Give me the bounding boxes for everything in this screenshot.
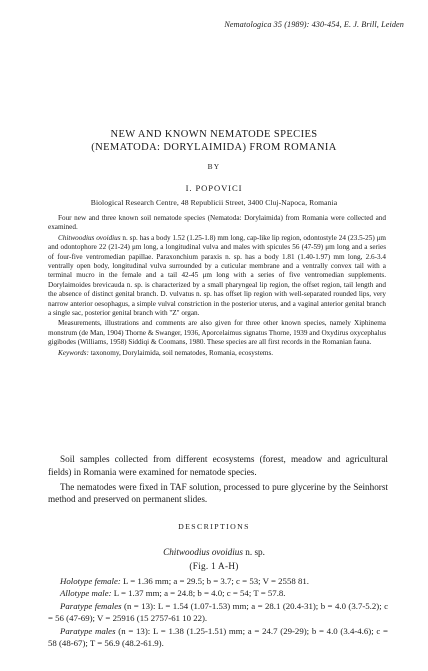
- species-heading: [0, 547, 428, 557]
- measurements: [48, 575, 388, 649]
- measurement-label: Allotype male:: [60, 588, 112, 599]
- abstract: [48, 214, 386, 359]
- measurement-entry: [48, 587, 388, 599]
- measurement-values: L = 1.37 mm; a = 24.8; b = 4.0; c = 54; T = 57.8.: [111, 588, 286, 599]
- abstract-paragraph: [48, 234, 386, 319]
- measurement-label: Paratype females: [60, 600, 122, 611]
- species-name-suffix: n. sp.: [242, 547, 265, 557]
- abstract-text: n. sp. has a body 1.52 (1.25-1.8) mm long, cap-like lip region, odontostyle 24 (23.5-25) μm and odontophore 22 (21-24) μm long, a longitudinal vulva and males with spicules 56 (47-59) μm long and a series of four-five ventromedian papillae. Paraxonchium paraxis n. sp. has a body 1.81 (1.40-1.97) mm long, 2.6-3.4 ventrally open body, longitudinal vulva surrounded by a cuticular membrane and a ventrally convex tail with a terminal mucro in the female and a tail 42-45 μm long with a series of five ventromedian supplements. Dorylaimoides brevicauda n. sp. is characterized by a small pharyngeal lip region, the offset region, tail length and the absence of distinct genital branch. D. vulvatus n. sp. has offset lip region with well-separated rounded lips, very narrow anterior oesophagus, a simple vulval constriction in the posterior uterus, and a vaginal anterior genital branch a single sac, posterior genital branch with "Z" organ.: [48, 233, 387, 318]
- body-paragraph: Soil samples collected from different ecosystems (forest, meadow and agricultural fields) in Romania were examined for nematode species.: [48, 454, 388, 477]
- measurement-label: Holotype female:: [60, 576, 121, 586]
- abstract-lead: Chitwoodius ovoidius: [58, 233, 121, 242]
- measurement-entry: [48, 625, 388, 650]
- author-name: I. POPOVICI: [185, 183, 243, 193]
- keywords-label: Keywords:: [58, 348, 89, 357]
- measurement-values: (n = 13): L = 1.54 (1.07-1.53) mm; a = 28.1 (20.4-31); b = 4.0 (3.7-5.2); c = 56 (47-69); V = 25916 (15 2757-61 10 22).: [48, 600, 388, 624]
- measurement-label: Paratype males: [60, 625, 116, 636]
- measurement-values: L = 1.36 mm; a = 29.5; b = 3.7; c = 53; V = 2558 81.: [120, 576, 309, 586]
- species-name-italic: Chitwoodius ovoidius: [163, 547, 243, 557]
- title-line: (NEMATODA: DORYLAIMIDA) FROM ROMANIA: [91, 142, 337, 153]
- abstract-text: Measurements, illustrations and comments are also given for three other known species, namely Xiphinema monstrum (de Man, 1904) Thorne & Swanger, 1936, Aporcelaimus signatus Thorne, 1939 and Oxydirus oxycephalus gigibodes (Williams, 1958) Siddiqi & Coomans, 1980. These species are all first records in the Romanian fauna.: [48, 319, 386, 347]
- figure-reference: (Fig. 1 A-H): [189, 561, 239, 571]
- abstract-text: Four new and three known soil nematode species (Nematoda: Dorylaimida) from Romania were collected and examined.: [48, 214, 386, 232]
- author-affiliation: Biological Research Centre, 48 Republicii Street, 3400 Cluj-Napoca, Romania: [90, 198, 338, 207]
- measurement-entry: [48, 575, 388, 587]
- introduction-text: [48, 453, 388, 508]
- byline: BY: [207, 162, 221, 171]
- body-paragraph: The nematodes were fixed in TAF solution, processed to pure glycerine by the Seinhorst method and preserved on permanent slides.: [48, 481, 388, 505]
- abstract-paragraph: [48, 319, 386, 347]
- journal-reference: Nematologica 35 (1989): 430-454, E. J. Brill, Leiden: [224, 20, 404, 29]
- keywords-text: taxonomy, Dorylaimida, soil nematodes, Romania, ecosystems.: [88, 348, 274, 357]
- measurement-entry: [48, 600, 388, 625]
- abstract-keywords: [48, 349, 386, 358]
- measurement-values: (n = 13): L = 1.38 (1.25-1.51) mm; a = 24.7 (29-29); b = 4.0 (3.4-4.6); c = 58 (48-67); T = 56.9 (48.2-61.9).: [48, 625, 389, 649]
- title-line: NEW AND KNOWN NEMATODE SPECIES: [110, 129, 318, 140]
- article-title: [40, 128, 388, 154]
- abstract-paragraph: [48, 214, 386, 233]
- section-heading: DESCRIPTIONS: [178, 522, 250, 531]
